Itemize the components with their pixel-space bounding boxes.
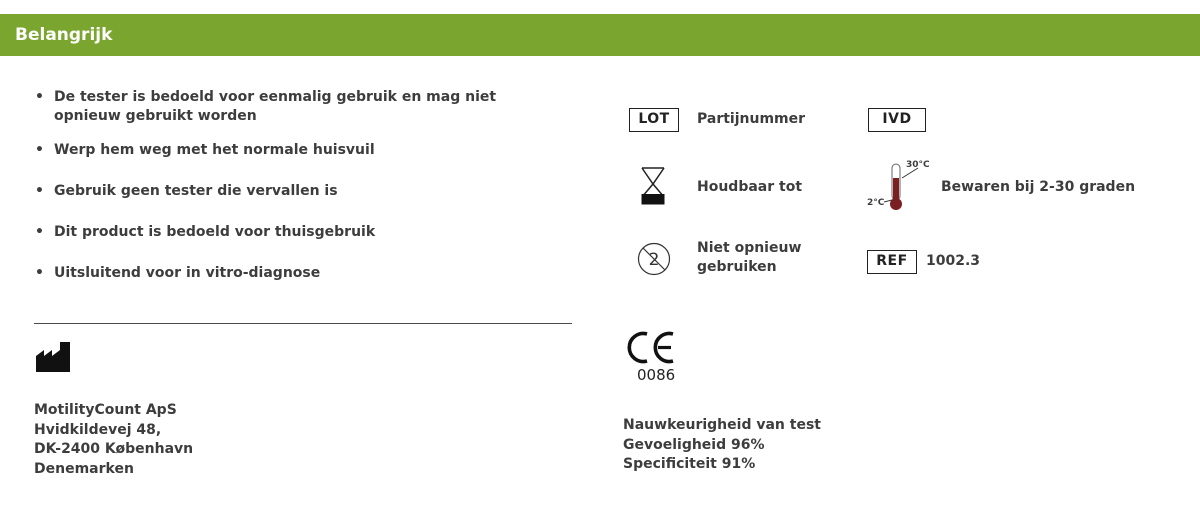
specificity: Specificiteit 91% [623, 456, 756, 472]
no-reuse-label: Niet opnieuw gebruiken [697, 240, 802, 275]
temperature-label: Bewaren bij 2-30 graden [941, 179, 1136, 195]
ref-symbol: REF [867, 250, 917, 274]
divider [34, 323, 572, 324]
list-item: • De tester is bedoeld voor eenmalig gebruik en mag niet opnieuw gebruikt worden [34, 88, 594, 126]
section-title: Belangrijk [15, 25, 113, 45]
top-margin [0, 0, 1200, 14]
manufacturer-city: DK-2400 København [34, 441, 194, 457]
ref-value: 1002.3 [926, 253, 981, 269]
svg-text:2: 2 [648, 250, 660, 270]
instructions-list [34, 88, 594, 283]
do-not-reuse-icon [637, 242, 671, 276]
list-item: • Werp hem weg met het normale huisvuil [34, 141, 594, 160]
lot-label: Partijnummer [697, 111, 806, 127]
list-item: • Gebruik geen tester die vervallen is [34, 182, 594, 201]
ivd-symbol: IVD [868, 108, 926, 132]
test-accuracy [623, 416, 821, 475]
list-item: • Uitsluitend voor in vitro-diagnose [34, 264, 594, 283]
manufacturer-street: Hvidkildevej 48, [34, 421, 162, 438]
temperature-min: 2°C [867, 198, 885, 208]
list-item: • Dit product is bedoeld voor thuisgebruik [34, 223, 594, 242]
temperature-max: 30°C [906, 160, 930, 170]
lot-symbol: LOT [629, 108, 679, 132]
manufacturer-country: Denemarken [34, 460, 134, 477]
factory-icon [36, 342, 70, 372]
sensitivity: Gevoeligheid 96% [623, 436, 765, 453]
hourglass-icon [641, 167, 665, 205]
notified-body-number: 0086 [637, 366, 676, 384]
manufacturer-name: MotilityCount ApS [34, 402, 177, 418]
expiry-label: Houdbaar tot [697, 179, 803, 195]
manufacturer-address [34, 401, 193, 479]
section-header [0, 14, 1200, 56]
ce-mark-icon [624, 330, 678, 364]
accuracy-title: Nauwkeurigheid van test [623, 417, 821, 433]
